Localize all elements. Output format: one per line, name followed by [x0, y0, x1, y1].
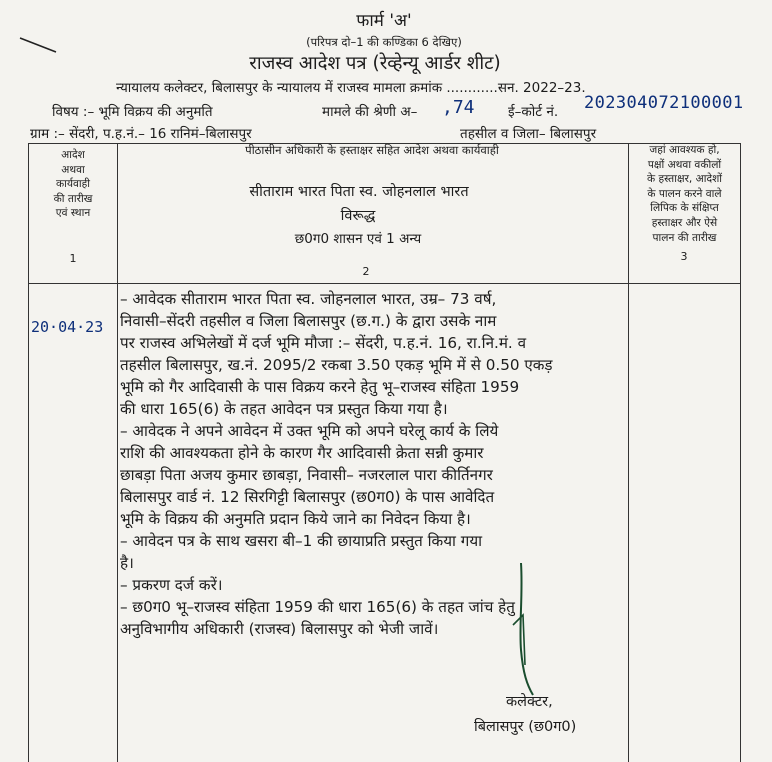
- column3-header-line: लिपिक के संक्षिप्त: [650, 202, 719, 215]
- column3-header-line: के पालन करने वाले: [647, 187, 722, 200]
- district-line: तहसील व जिला– बिलासपुर: [460, 126, 597, 142]
- column1-header-line: आदेश: [61, 149, 85, 161]
- versus-label: विरूद्ध: [340, 208, 376, 224]
- form-title: फार्म 'अ': [356, 11, 412, 31]
- order-line: बिलासपुर वार्ड नं. 12 सिरगिट्टी बिलासपुर (छ0ग0) के पास आवेदित: [120, 488, 495, 506]
- order-line: भूमि के विक्रय की अनुमति प्रदान किये जाने का निवेदन किया है।: [120, 510, 471, 528]
- column3-number: 3: [680, 250, 688, 263]
- column3-header-line: पक्षों अथवा वकीलों: [647, 158, 722, 171]
- column-divider-1: [117, 143, 118, 762]
- respondent-name: छ0ग0 शासन एवं 1 अन्य: [294, 231, 422, 247]
- order-line: पर राजस्व अभिलेखों में दर्ज भूमि मौजा :– सेंदरी, प.ह.नं. 16, रा.नि.मं. व: [120, 334, 527, 352]
- order-line: निवासी–सेंदरी तहसील व जिला बिलासपुर (छ.ग.) के द्वारा उसके नाम: [120, 312, 497, 330]
- column3-header-line: हस्ताक्षर और ऐसे: [651, 216, 718, 229]
- order-line: – आवेदक ने अपने आवेदन में उक्त भूमि को अपने घरेलू कार्य के लिये: [120, 422, 499, 440]
- column2-number: 2: [362, 265, 370, 278]
- column1-header-line: एवं स्थान: [55, 207, 91, 220]
- signatory-office: बिलासपुर (छ0ग0): [474, 719, 577, 735]
- order-line: – छ0ग0 भू–राजस्व संहिता 1959 की धारा 165(6) के तहत जांच हेतु: [120, 598, 515, 616]
- subject-line: विषय :– भूमि विक्रय की अनुमति: [52, 104, 213, 120]
- order-line: राशि की आवश्यकता होने के कारण गैर आदिवासी क्रेता सन्नी कुमार: [120, 444, 484, 462]
- ecourt-number: 202304072100001: [584, 93, 744, 113]
- order-line: भूमि को गैर आदिवासी के पास विक्रय करने हेतु भू–राजस्व संहिता 1959: [120, 378, 520, 396]
- column1-number: 1: [69, 252, 77, 265]
- order-body: [120, 289, 626, 649]
- column3-header-line: के हस्ताक्षर, आदेशों: [646, 173, 723, 186]
- column1-header-line: कार्यवाही: [55, 178, 91, 191]
- circular-reference: (परिपत्र दो–1 की कण्डिका 6 देखिए): [306, 35, 462, 49]
- order-line: तहसील बिलासपुर, ख.नं. 2095/2 रकबा 3.50 एकड़ भूमि में से 0.50 एकड़: [120, 356, 553, 374]
- column1-header-line: की तारीख: [53, 192, 93, 205]
- village-line: ग्राम :– सेंदरी, प.ह.नं.– 16 रानिमं–बिलासपुर: [30, 126, 252, 142]
- column3-header-line: पालन की तारीख: [652, 231, 717, 244]
- order-line: है।: [120, 554, 134, 572]
- order-line: अनुविभागीय अधिकारी (राजस्व) बिलासपुर को भेजी जावें।: [120, 620, 439, 638]
- order-line: की धारा 165(6) के तहत आवेदन पत्र प्रस्तुत किया गया है।: [120, 400, 448, 418]
- court-line: न्यायालय कलेक्टर, बिलासपुर के न्यायालय में राजस्व मामला क्रमांक ............सन. 2022–23.: [116, 80, 586, 96]
- column1-header: [29, 148, 117, 221]
- ecourt-label: ई–कोर्ट नं.: [508, 104, 559, 120]
- order-line: – आवेदन पत्र के साथ खसरा बी–1 की छायाप्रति प्रस्तुत किया गया: [120, 532, 483, 550]
- entry-date: 20·04·23: [31, 318, 104, 336]
- main-title: राजस्व आदेश पत्र (रेव्हेन्यू आर्डर शीट): [249, 53, 501, 74]
- pen-mark: [18, 34, 58, 56]
- applicant-name: सीताराम भारत पिता स्व. जोहनलाल भारत: [249, 184, 469, 200]
- table-header-divider: [28, 283, 741, 284]
- order-line: छाबड़ा पिता अजय कुमार छाबड़ा, निवासी– नजरलाल पारा कीर्तिनगर: [120, 466, 493, 484]
- column1-header-line: अथवा: [61, 163, 85, 176]
- order-line: – प्रकरण दर्ज करें।: [120, 576, 223, 594]
- column2-header: पीठासीन अधिकारी के हस्ताक्षर सहित आदेश अथवा कार्यवाही: [245, 143, 499, 157]
- order-line: – आवेदक सीताराम भारत पिता स्व. जोहनलाल भारत, उम्र– 73 वर्ष,: [120, 290, 497, 308]
- category-label: मामले की श्रेणी अ–: [322, 104, 418, 120]
- table-right-border: [740, 143, 741, 762]
- signatory-designation: कलेक्टर,: [506, 694, 553, 710]
- column3-header-line: जहां आवश्यक हो,: [649, 144, 720, 156]
- category-value: ,74: [442, 97, 475, 118]
- column3-header: [629, 143, 740, 245]
- table-left-border: [28, 143, 29, 762]
